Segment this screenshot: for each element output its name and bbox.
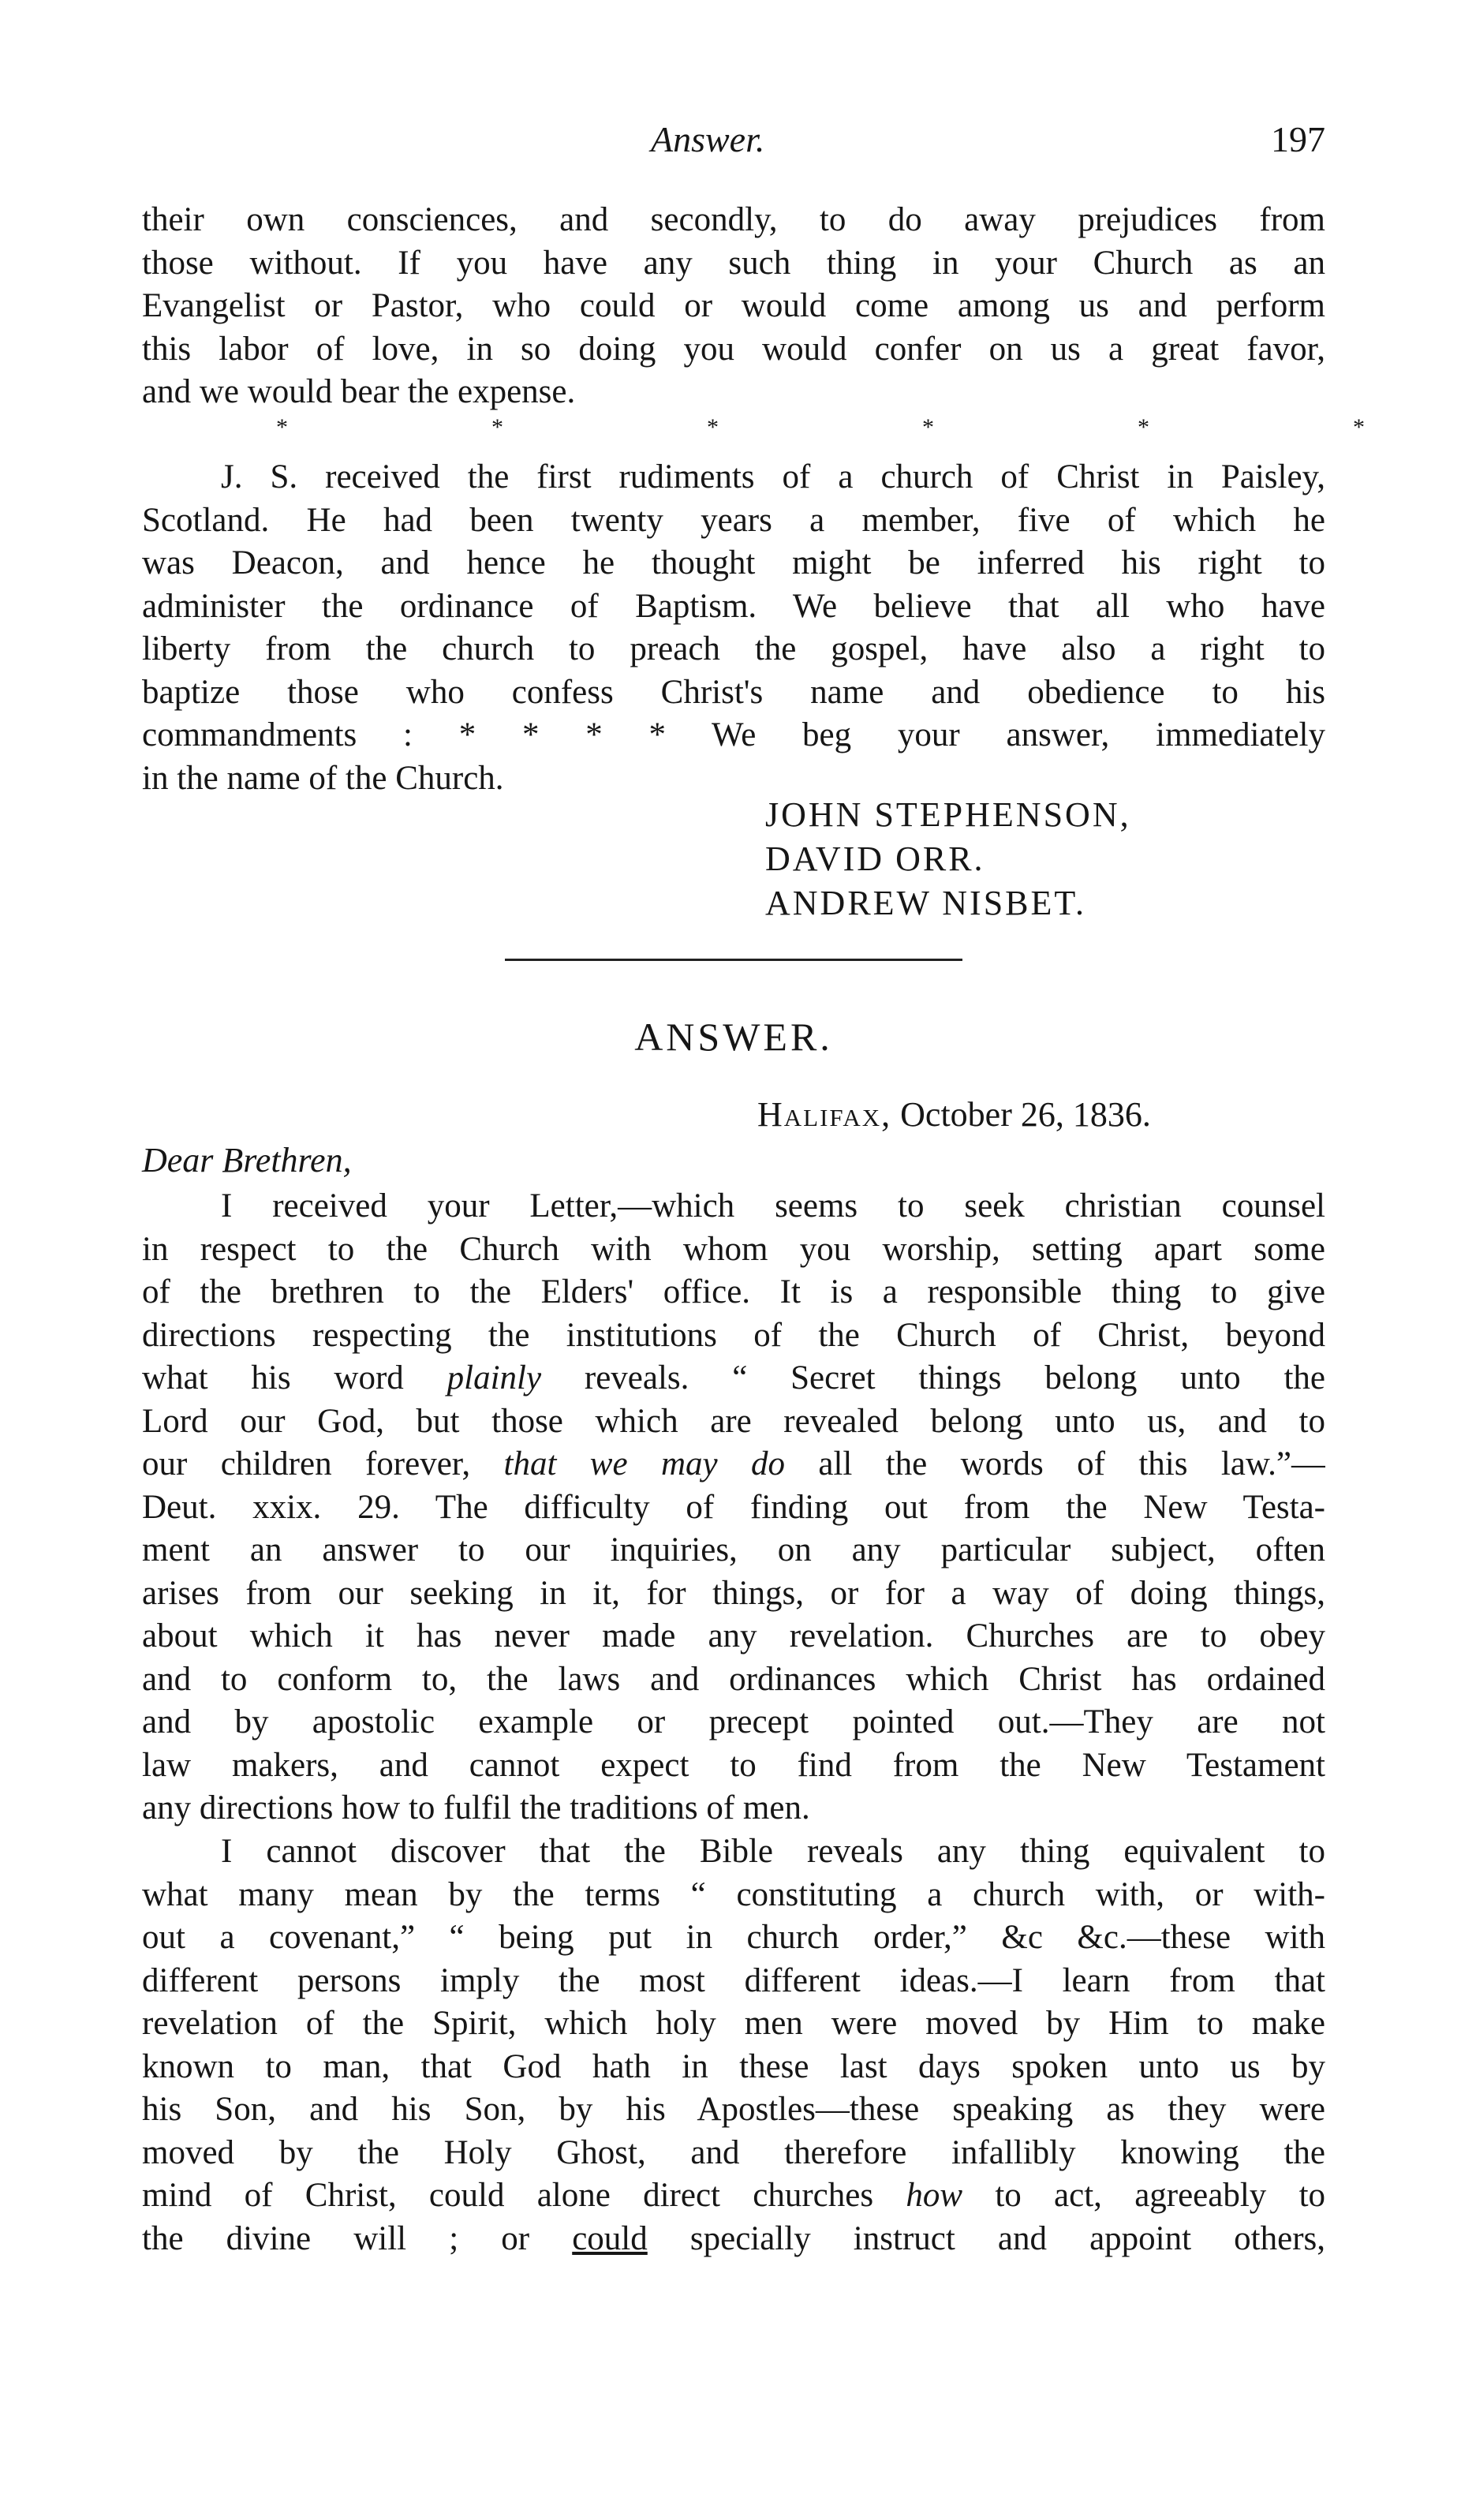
text-line: Lord our God, but those which are revealed belong unto us, and to xyxy=(142,1402,1325,1440)
text-line: known to man, that God hath in these last days spoken unto us by xyxy=(142,2047,1325,2085)
text-line: and to conform to, the laws and ordinances which Christ has ordained xyxy=(142,1660,1325,1698)
dateline-place: Halifax, xyxy=(757,1095,892,1134)
text-line: arises from our seeking in it, for things, or for a way of doing things, xyxy=(142,1574,1325,1612)
text-line: Scotland. He had been twenty years a member, five of which he xyxy=(142,501,1325,539)
running-title: Answer. xyxy=(651,119,765,159)
text-line: different persons imply the most different ideas.—I learn from that xyxy=(142,1961,1325,1999)
signatory-name: ANDREW NISBET. xyxy=(765,884,1087,922)
text-line: Deut. xxix. 29. The difficulty of finding out from the New Testa- xyxy=(142,1488,1325,1526)
emphasis-text: how xyxy=(906,2177,963,2214)
text-line: any directions how to fulfil the traditions of men. xyxy=(142,1789,810,1826)
dateline-date: October 26, 1836. xyxy=(900,1095,1151,1134)
page-header xyxy=(142,118,1325,174)
asterisk: * xyxy=(491,414,503,440)
asterisk: * xyxy=(1138,414,1149,440)
text-line: directions respecting the institutions of the Church of Christ, beyond xyxy=(142,1316,1325,1354)
text-line: and by apostolic example or precept pointed out.—They are not xyxy=(142,1703,1325,1740)
text-line: I received your Letter,—which seems to seek christian counsel xyxy=(221,1187,1325,1224)
text-line: their own consciences, and secondly, to do away prejudices from xyxy=(142,201,1325,238)
salutation: Dear Brethren, xyxy=(142,1141,352,1180)
answer-paragraph-2 xyxy=(142,1830,1325,2260)
text-line: Evangelist or Pastor, who could or would come among us and perform xyxy=(142,287,1325,324)
text-line: law makers, and cannot expect to find from the New Testament xyxy=(142,1746,1325,1784)
answer-paragraph-1 xyxy=(142,1185,1325,1830)
text-line: baptize those who confess Christ's name and obedience to his xyxy=(142,673,1325,711)
text-line: the divine will ; or could specially instruct and appoint others, xyxy=(142,2219,1325,2257)
asterisk: * xyxy=(707,414,719,440)
dateline xyxy=(757,1094,1151,1135)
letter-paragraph-2 xyxy=(142,456,1325,800)
underlined-text: could xyxy=(572,2219,648,2257)
text-line: out a covenant,” “ being put in church order,” &c &c.—these with xyxy=(142,1919,1325,1956)
text-line: administer the ordinance of Baptism. We believe that all who have xyxy=(142,587,1325,625)
text-line: I cannot discover that the Bible reveals any thing equivalent to xyxy=(221,1833,1325,1870)
text-line: J. S. received the first rudiments of a church of Christ in Paisley, xyxy=(221,458,1325,495)
page-number: 197 xyxy=(1271,119,1325,159)
text-line: commandments : * * * * We beg your answer, immediately xyxy=(142,716,1325,753)
text-line: those without. If you have any such thing in your Church as an xyxy=(142,244,1325,282)
signatory-list xyxy=(765,793,1131,925)
text-line: this labor of love, in so doing you would confer on us a great favor, xyxy=(142,330,1325,368)
letter-paragraph-1 xyxy=(142,199,1325,414)
asterisk: * xyxy=(1353,414,1365,440)
asterisk: * xyxy=(276,414,288,440)
text-line: our children forever, that we may do all the words of this law.”— xyxy=(142,1445,1325,1482)
text-line: what his word plainly reveals. “ Secret things belong unto the xyxy=(142,1359,1325,1396)
answer-heading: ANSWER. xyxy=(634,1015,833,1059)
section-divider xyxy=(505,959,962,961)
text-line: of the brethren to the Elders' office. It is a responsible thing to give xyxy=(142,1273,1325,1310)
emphasis-text: that we may do xyxy=(503,1445,785,1482)
asterisk: * xyxy=(922,414,934,440)
text-line: was Deacon, and hence he thought might be inferred his right to xyxy=(142,544,1325,581)
text-line: moved by the Holy Ghost, and therefore infallibly knowing the xyxy=(142,2133,1325,2171)
text-line: in the name of the Church. xyxy=(142,759,504,797)
text-line: and we would bear the expense. xyxy=(142,373,576,410)
text-line: ment an answer to our inquiries, on any particular subject, often xyxy=(142,1531,1325,1568)
text-line: revelation of the Spirit, which holy men were moved by Him to make xyxy=(142,2005,1325,2042)
text-line: what many mean by the terms “ constituting a church with, or with- xyxy=(142,1875,1325,1913)
asterisk-row xyxy=(276,414,1365,441)
text-line: his Son, and his Son, by his Apostles—these speaking as they were xyxy=(142,2091,1325,2128)
text-line: mind of Christ, could alone direct churches how to act, agreeably to xyxy=(142,2177,1325,2214)
emphasis-text: plainly xyxy=(447,1359,542,1396)
signatory-name: DAVID ORR. xyxy=(765,839,985,878)
signatory-name: JOHN STEPHENSON, xyxy=(765,795,1131,834)
text-line: liberty from the church to preach the gospel, have also a right to xyxy=(142,630,1325,667)
text-line: about which it has never made any revelation. Churches are to obey xyxy=(142,1617,1325,1654)
text-line: in respect to the Church with whom you worship, setting apart some xyxy=(142,1230,1325,1268)
